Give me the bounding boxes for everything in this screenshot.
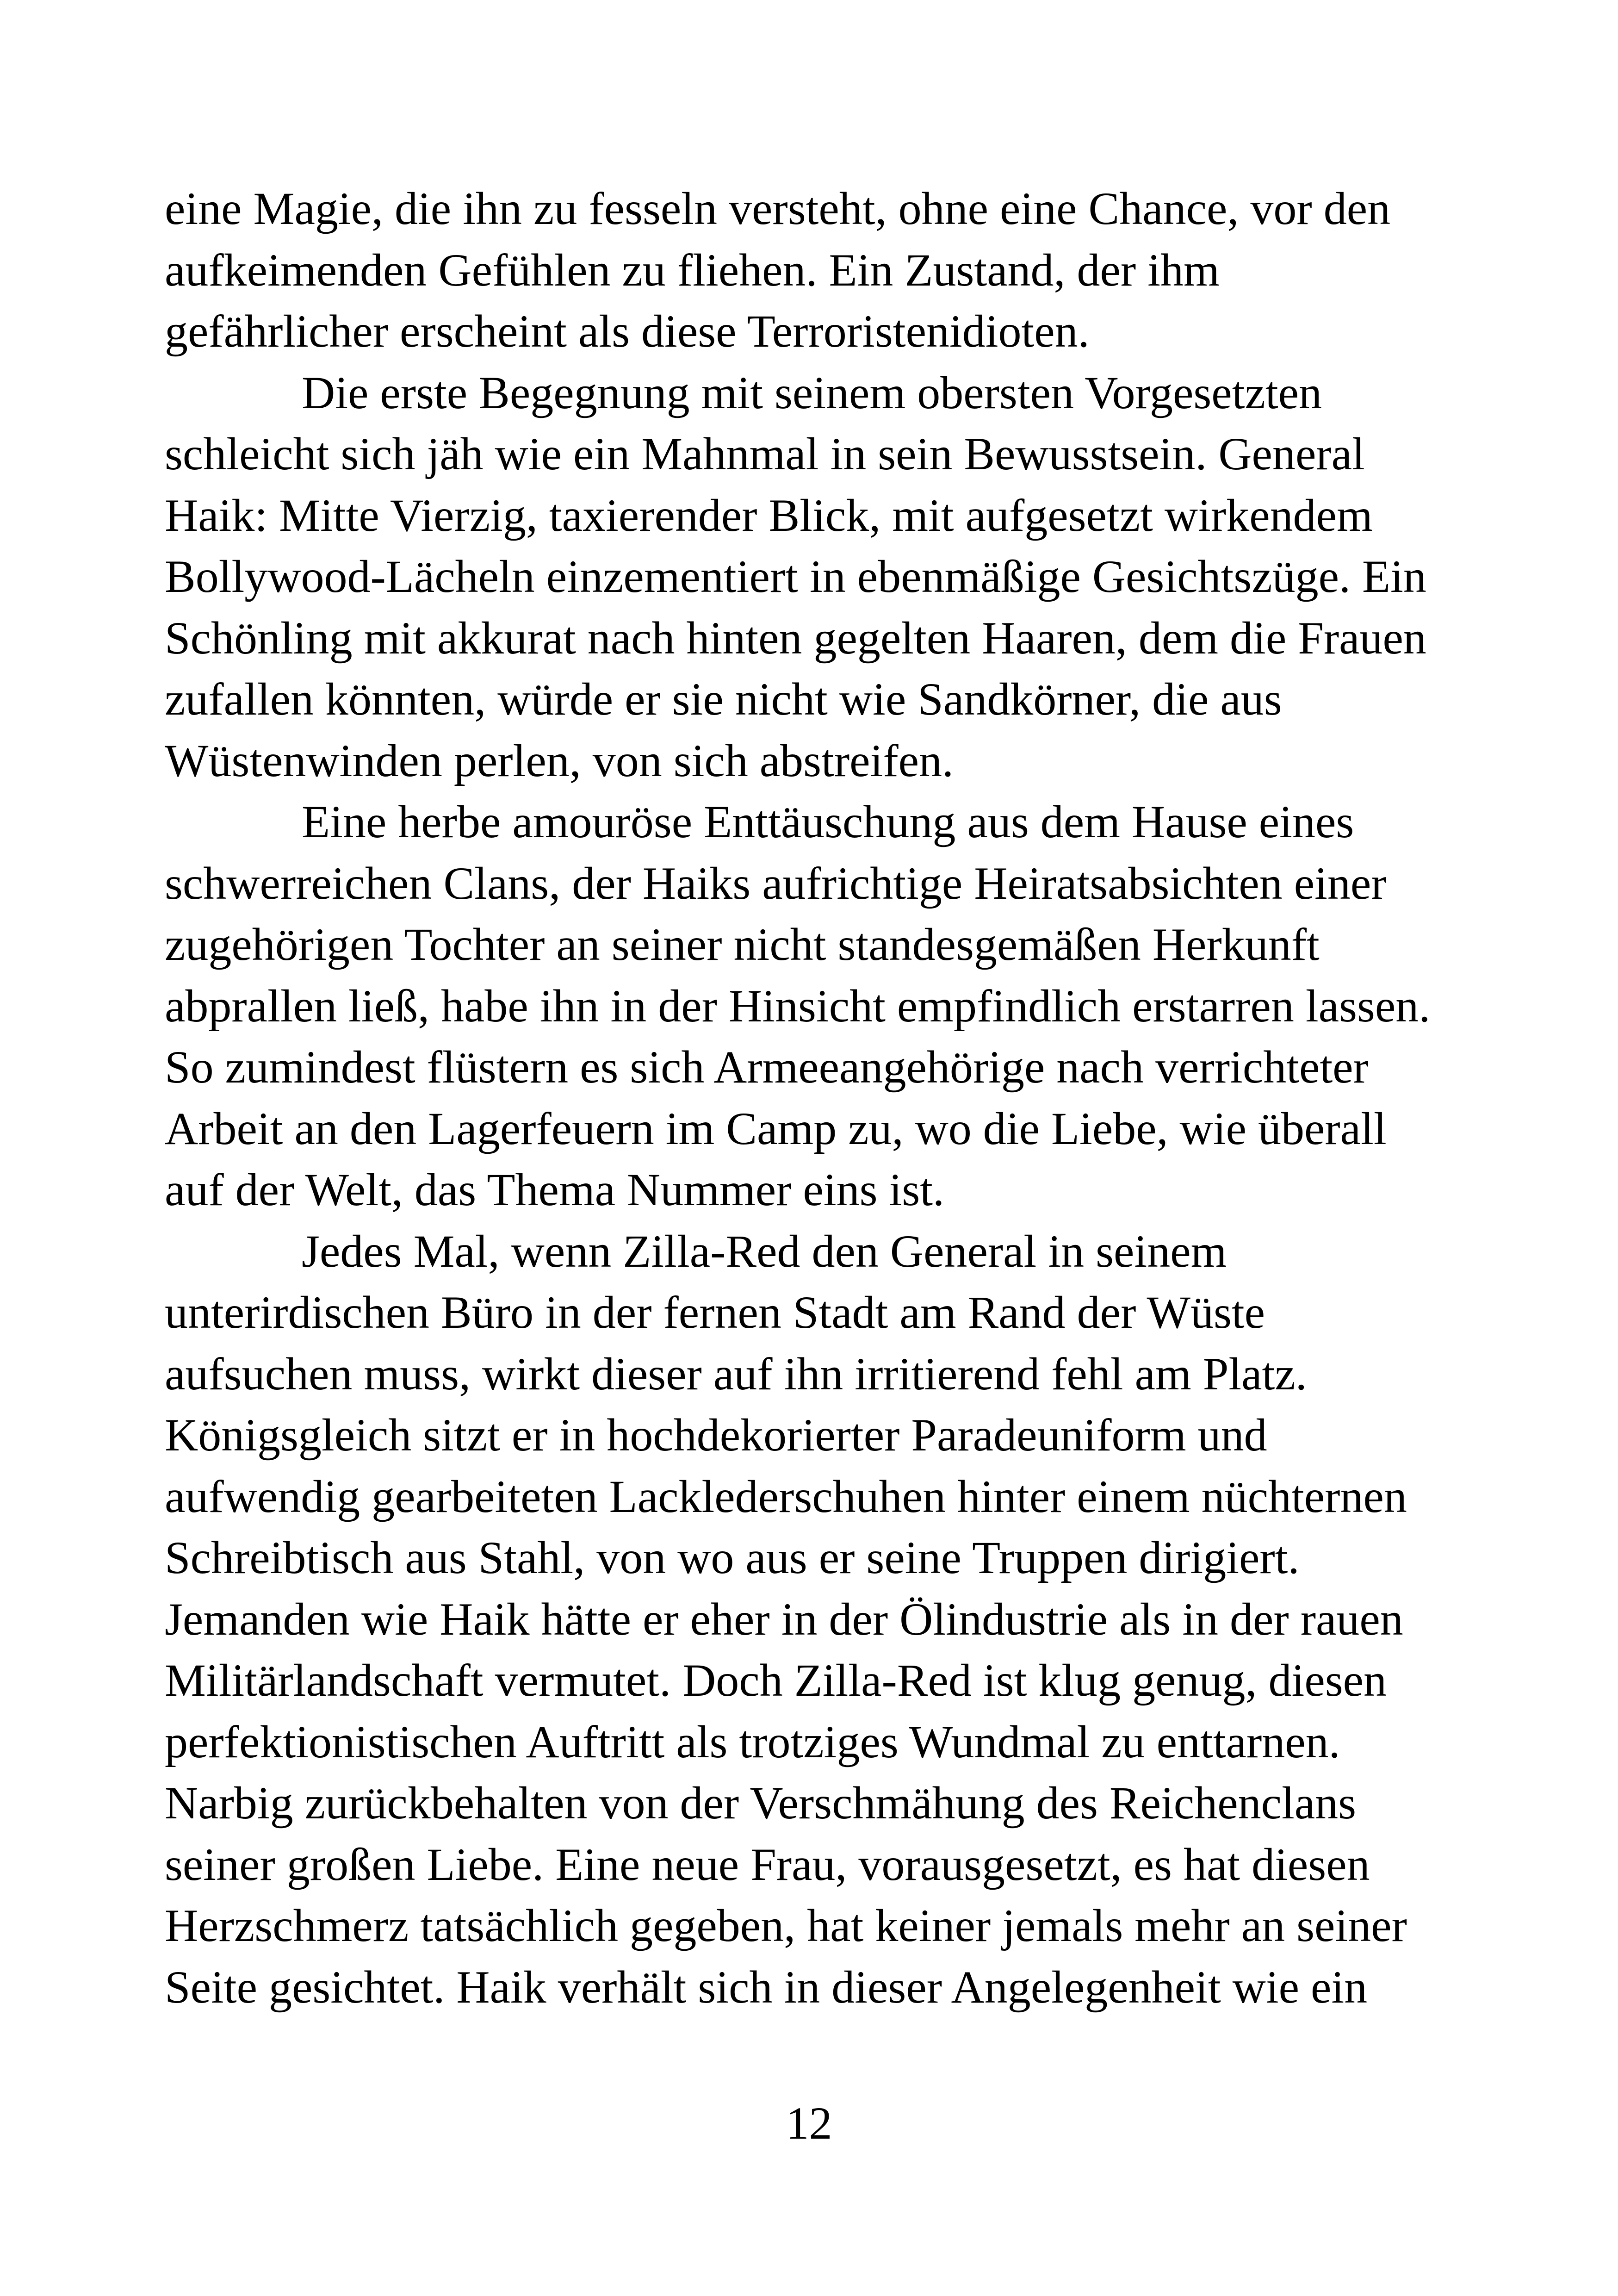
text-line: Schönling mit akkurat nach hinten gegelten Haaren, dem die Frauen xyxy=(165,612,1426,664)
text-line: zufallen könnten, würde er sie nicht wie Sandkörner, die aus xyxy=(165,673,1282,725)
text-line: Jemanden wie Haik hätte er eher in der Ölindustrie als in der rauen xyxy=(165,1593,1403,1645)
text-line: Herzschmerz tatsächlich gegeben, hat keiner jemals mehr an seiner xyxy=(165,1900,1407,1951)
text-line: Wüstenwinden perlen, von sich abstreifen. xyxy=(165,734,954,786)
body-text xyxy=(165,178,1451,2018)
paragraph-first-line: Eine herbe amouröse Enttäuschung aus dem Hause eines xyxy=(302,796,1354,847)
text-line: Arbeit an den Lagerfeuern im Camp zu, wo die Liebe, wie überall xyxy=(165,1102,1387,1154)
page-number: 12 xyxy=(786,2097,832,2149)
text-line: So zumindest flüstern es sich Armeeangehörige nach verrichteter xyxy=(165,1041,1369,1093)
text-line: Narbig zurückbehalten von der Verschmähung des Reichenclans xyxy=(165,1777,1357,1829)
text-line: auf der Welt, das Thema Nummer eins ist. xyxy=(165,1164,945,1215)
text-line: Bollywood-Lächeln einzementiert in ebenmäßige Gesichtszüge. Ein xyxy=(165,551,1426,602)
text-line: unterirdischen Büro in der fernen Stadt am Rand der Wüste xyxy=(165,1287,1265,1338)
text-line: Königsgleich sitzt er in hochdekorierter Paradeuniform und xyxy=(165,1409,1267,1461)
paragraph-first-line: Die erste Begegnung mit seinem obersten Vorgesetzten xyxy=(302,367,1322,418)
text-line: abprallen ließ, habe ihn in der Hinsicht empfindlich erstarren lassen. xyxy=(165,980,1431,1032)
text-line: aufsuchen muss, wirkt dieser auf ihn irritierend fehl am Platz. xyxy=(165,1348,1307,1400)
text-line: Haik: Mitte Vierzig, taxierender Blick, mit aufgesetzt wirkendem xyxy=(165,489,1373,541)
text-line: seiner großen Liebe. Eine neue Frau, vorausgesetzt, es hat diesen xyxy=(165,1838,1370,1890)
text-line: aufwendig gearbeiteten Lacklederschuhen hinter einem nüchternen xyxy=(165,1470,1407,1522)
text-line: schleicht sich jäh wie ein Mahnmal in sein Bewusstsein. General xyxy=(165,428,1365,479)
text-line: Seite gesichtet. Haik verhält sich in dieser Angelegenheit wie ein xyxy=(165,1961,1368,2013)
text-line: zugehörigen Tochter an seiner nicht standesgemäßen Herkunft xyxy=(165,919,1320,970)
text-line: perfektionistischen Auftritt als trotziges Wundmal zu enttarnen. xyxy=(165,1716,1340,1767)
text-line: Schreibtisch aus Stahl, von wo aus er seine Truppen dirigiert. xyxy=(165,1532,1300,1583)
text-line: eine Magie, die ihn zu fesseln versteht, ohne eine Chance, vor den xyxy=(165,183,1391,234)
text-line: gefährlicher erscheint als diese Terroristenidioten. xyxy=(165,305,1090,357)
text-line: Militärlandschaft vermutet. Doch Zilla-Red ist klug genug, diesen xyxy=(165,1655,1387,1706)
text-line: aufkeimenden Gefühlen zu fliehen. Ein Zustand, der ihm xyxy=(165,244,1220,296)
paragraph-first-line: Jedes Mal, wenn Zilla-Red den General in seinem xyxy=(302,1225,1227,1277)
text-line: schwerreichen Clans, der Haiks aufrichtige Heiratsabsichten einer xyxy=(165,857,1387,909)
